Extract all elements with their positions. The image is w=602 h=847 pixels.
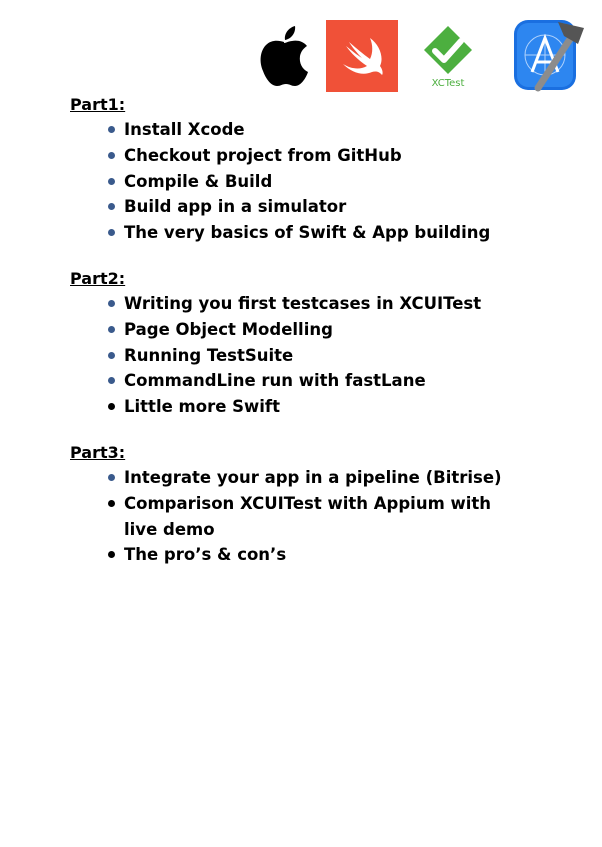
swift-logo-icon bbox=[326, 20, 398, 92]
list-item bbox=[70, 368, 524, 394]
part-3-section bbox=[70, 441, 570, 568]
bullet-icon bbox=[108, 152, 115, 159]
part-2-list bbox=[70, 291, 570, 420]
part-1-section bbox=[70, 93, 570, 246]
list-item bbox=[70, 194, 524, 220]
list-item bbox=[70, 317, 524, 343]
list-item-text: The pro’s & con’s bbox=[124, 545, 287, 565]
list-item-text: The very basics of Swift & App building bbox=[124, 223, 491, 243]
xctest-logo-icon bbox=[418, 24, 478, 90]
list-item bbox=[70, 343, 524, 369]
logo-strip bbox=[0, 0, 602, 100]
bullet-icon bbox=[108, 178, 115, 185]
list-item-text: Writing you first testcases in XCUITest bbox=[124, 293, 482, 313]
list-item bbox=[70, 143, 524, 169]
list-item-text: Checkout project from GitHub bbox=[124, 145, 402, 165]
bullet-icon bbox=[108, 500, 115, 507]
bullet-icon bbox=[108, 229, 115, 236]
list-item bbox=[70, 117, 524, 143]
list-item-text: Install Xcode bbox=[124, 120, 245, 139]
list-item bbox=[70, 465, 524, 491]
apple-logo-icon bbox=[258, 26, 310, 88]
part-1-title: Part1: bbox=[70, 95, 126, 114]
list-item-text: Compile & Build bbox=[124, 171, 273, 191]
list-item bbox=[70, 291, 524, 317]
bullet-icon bbox=[108, 300, 115, 307]
list-item-text: Comparison XCUITest with Appium with live demo bbox=[124, 493, 492, 539]
list-item-text: CommandLine run with fastLane bbox=[124, 371, 426, 391]
xcode-logo-icon bbox=[512, 14, 588, 94]
part-2-section bbox=[70, 267, 570, 420]
list-item-text: Little more Swift bbox=[124, 397, 280, 417]
bullet-icon bbox=[108, 474, 115, 481]
list-item-text: Page Object Modelling bbox=[124, 319, 333, 339]
part-2-title: Part2: bbox=[70, 268, 126, 288]
bullet-icon bbox=[108, 551, 115, 558]
part-1-list bbox=[70, 117, 570, 246]
bullet-icon bbox=[108, 126, 115, 133]
list-item bbox=[70, 394, 524, 420]
agenda bbox=[70, 93, 570, 589]
list-item-text: Running TestSuite bbox=[124, 345, 294, 365]
list-item-text: Integrate your app in a pipeline (Bitrise) bbox=[124, 467, 502, 487]
list-item bbox=[70, 491, 524, 543]
list-item bbox=[70, 169, 524, 195]
part-3-title: Part3: bbox=[70, 442, 126, 462]
list-item bbox=[70, 542, 524, 568]
list-item-text: Build app in a simulator bbox=[124, 197, 347, 217]
bullet-icon bbox=[108, 403, 115, 410]
bullet-icon bbox=[108, 352, 115, 359]
bullet-icon bbox=[108, 326, 115, 333]
part-3-list bbox=[70, 465, 570, 568]
bullet-icon bbox=[108, 377, 115, 384]
xctest-label: XCTest bbox=[431, 78, 465, 89]
bullet-icon bbox=[108, 203, 115, 210]
list-item bbox=[70, 220, 524, 246]
